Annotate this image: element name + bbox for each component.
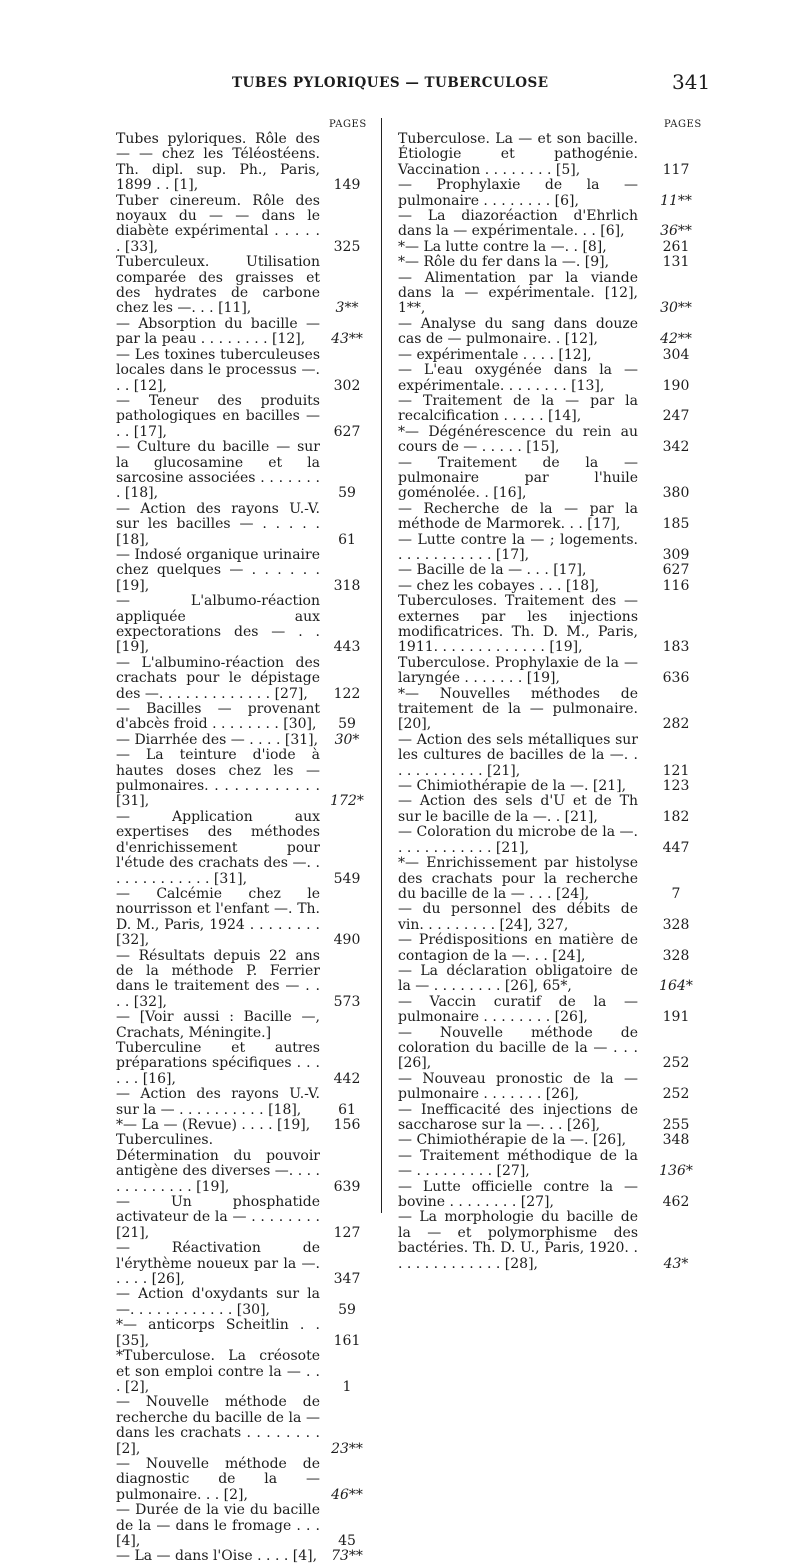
index-entry — [398, 933, 710, 964]
entry-page: 182 — [662, 808, 690, 825]
entry-page: 164* — [659, 978, 693, 995]
entry-page: 156 — [333, 1117, 361, 1133]
entry-page: 11** — [660, 192, 692, 209]
index-entry — [398, 209, 710, 240]
entry-text: — L'albumo-réaction appliquée aux expectorations des — . . [19], — [116, 593, 320, 656]
index-entry — [398, 995, 710, 1026]
entry-text: — Action des rayons U.-V. sur la — . . . . . . . . . . [18], — [116, 1086, 320, 1118]
right-pages-label: PAGES — [664, 119, 702, 130]
index-entry — [116, 702, 372, 733]
entry-text: — Application aux expertises des méthodes d'enrichissement pour l'étude des crachats des —. . . . . . . . . . . . . [31], — [116, 808, 320, 887]
index-entry — [398, 579, 710, 594]
entry-text: — Diarrhée des — . . . . [31], — [116, 731, 319, 748]
entry-page: 261 — [662, 238, 690, 255]
entry-page: 627 — [662, 562, 690, 579]
index-entry — [398, 902, 710, 933]
entry-text: — La — dans l'Oise . . . . [4], — [116, 1548, 318, 1565]
index-entry — [398, 240, 710, 255]
entry-page: 46** — [331, 1486, 363, 1503]
index-entry — [398, 271, 710, 317]
index-entry — [116, 548, 372, 594]
entry-page: 59 — [338, 716, 356, 733]
index-entry — [398, 1026, 710, 1072]
index-entry — [398, 794, 710, 825]
entry-page: 255 — [662, 1117, 690, 1133]
entry-page: 117 — [662, 161, 690, 178]
entry-page: 462 — [662, 1194, 690, 1211]
entry-text: *— Enrichissement par histolyse des crachats pour la recherche du bacille de la — . . . [24], — [398, 855, 638, 902]
index-entry — [398, 687, 710, 733]
entry-text: Tuberculines. Détermination du pouvoir antigène des diverses —. . . . . . . . . . . . . [19], — [116, 1132, 320, 1195]
index-entry — [116, 255, 372, 317]
entry-page: 30* — [334, 731, 360, 748]
entry-text: Tuberculeux. Utilisation comparée des graisses et des hydrates de carbone chez les —. . . [11], — [116, 254, 320, 317]
entry-page: 1 — [342, 1378, 352, 1395]
entry-text: — Action des sels métalliques sur les cultures de bacilles de la —. . . . . . . . . . . . [21], — [398, 731, 638, 779]
entry-page: 7 — [671, 885, 681, 902]
entry-text: — Nouvelle méthode de coloration du bacille de la — . . . [26], — [398, 1024, 638, 1072]
index-entry — [398, 1149, 710, 1180]
entry-text: — Inefficacité des injections de saccharose sur la —. . . [26], — [398, 1101, 638, 1133]
index-entry — [398, 132, 710, 178]
entry-page: 185 — [662, 516, 690, 533]
entry-page: 59 — [338, 485, 356, 502]
entry-text: — expérimentale . . . . [12], — [398, 346, 592, 363]
entry-text: — Nouveau pronostic de la — pulmonaire . . . . . . . [26], — [398, 1070, 638, 1103]
entry-page: 161 — [333, 1332, 361, 1349]
entry-page: 191 — [662, 1009, 690, 1026]
entry-page: 549 — [333, 870, 361, 887]
entry-text: — Résultats depuis 22 ans de la méthode P. Ferrier dans le traitement des — . . . . [32], — [116, 947, 320, 1010]
index-entry — [398, 502, 710, 533]
entry-text: — La teinture d'iode à hautes doses chez les — pulmonaires. . . . . . . . . . . . [31], — [116, 747, 320, 810]
entry-text: *— La — (Revue) . . . . [19], — [116, 1117, 311, 1133]
index-entry — [116, 1287, 372, 1318]
entry-text: — Absorption du bacille — par la peau . . . . . . . . [12], — [116, 315, 320, 348]
index-entry — [398, 1133, 710, 1148]
entry-text: *Tuberculose. La créosote et son emploi contre la — . . . [2], — [116, 1348, 320, 1395]
right-column — [398, 132, 710, 1272]
index-entry — [398, 1103, 710, 1134]
index-entry — [116, 132, 372, 194]
left-pages-label: PAGES — [329, 119, 367, 130]
entry-text: Tubes pyloriques. Rôle des — — chez les Téléostéens. Th. dipl. sup. Ph., Paris, 1899 . . [1], — [116, 131, 320, 194]
entry-page: 282 — [662, 716, 690, 733]
index-entry — [398, 856, 710, 902]
index-entry — [116, 1195, 372, 1241]
entry-text: — Traitement de la — pulmonaire par l'huile goménolée. . [16], — [398, 454, 638, 502]
index-entry — [116, 502, 372, 548]
entry-page: 42** — [660, 331, 692, 348]
entry-page: 348 — [662, 1132, 690, 1149]
index-entry — [116, 810, 372, 887]
entry-page: 23** — [331, 1440, 363, 1457]
entry-page: 172* — [330, 793, 364, 810]
index-entry — [116, 887, 372, 949]
entry-text: — Bacilles — provenant d'abcès froid . . . . . . . . [30], — [116, 701, 320, 733]
index-entry — [398, 779, 710, 794]
entry-text: — Recherche de la — par la méthode de Marmorek. . . [17], — [398, 500, 638, 533]
index-entry — [116, 1041, 372, 1087]
entry-page: 116 — [662, 577, 690, 594]
index-entry — [398, 563, 710, 578]
index-entry — [116, 1503, 372, 1549]
running-title: TUBES PYLORIQUES — TUBERCULOSE — [232, 75, 549, 91]
entry-text: Tuber cinereum. Rôle des noyaux du — — dans le diabète expérimental . . . . . . [33], — [116, 192, 320, 255]
entry-text: — La morphologie du bacille de la — et polymorphisme des bactéries. Th. D. U., Paris, 1920. . . . . . . . . . . . . . [28], — [398, 1209, 638, 1272]
index-entry — [116, 394, 372, 440]
index-entry — [116, 1133, 372, 1195]
entry-text: — L'albumino-réaction des crachats pour le dépistage des —. . . . . . . . . . . . . [27], — [116, 654, 320, 702]
entry-page: 443 — [333, 639, 361, 656]
entry-text: — Traitement méthodique de la — . . . . . . . . . [27], — [398, 1147, 638, 1180]
entry-page: 342 — [662, 439, 690, 456]
entry-text: — Durée de la vie du bacille de la — dans le fromage . . . [4], — [116, 1502, 320, 1549]
index-entry — [398, 456, 710, 502]
index-entry — [398, 964, 710, 995]
entry-page: 247 — [662, 408, 690, 425]
entry-page: 573 — [333, 993, 361, 1010]
entry-text: — Chimiothérapie de la —. [26], — [398, 1132, 627, 1149]
index-entry — [398, 1072, 710, 1103]
entry-text: Tuberculose. Prophylaxie de la — laryngée . . . . . . . [19], — [398, 654, 638, 687]
entry-text: Tuberculose. La — et son bacille. Étiologie et pathogénie. Vaccination . . . . . . . . [5], — [398, 131, 638, 178]
entry-text: Tuberculoses. Traitement des — externes par les injections modificatrices. Th. D. M., Paris, 1911. . . . . . . . . . . . . [19], — [398, 593, 638, 656]
entry-page: 304 — [662, 346, 690, 363]
entry-page: 149 — [333, 177, 361, 194]
index-entry — [116, 1349, 372, 1395]
index-entry — [398, 178, 710, 209]
index-entry — [116, 733, 372, 748]
entry-text: — Prophylaxie de la — pulmonaire . . . . . . . . [6], — [398, 177, 638, 209]
index-entry — [116, 748, 372, 810]
index-entry — [116, 949, 372, 1011]
index-entry — [398, 733, 710, 779]
entry-page: 627 — [333, 423, 361, 440]
index-entry — [398, 394, 710, 425]
entry-page: 127 — [333, 1224, 361, 1241]
index-entry — [398, 363, 710, 394]
entry-page: 131 — [662, 254, 690, 271]
index-entry — [116, 317, 372, 348]
entry-page: 252 — [662, 1055, 690, 1072]
index-entry — [116, 1241, 372, 1287]
index-entry — [398, 425, 710, 456]
entry-page: 61 — [338, 531, 356, 548]
running-header — [0, 72, 800, 96]
entry-text: — Analyse du sang dans douze cas de — pulmonaire. . [12], — [398, 315, 638, 348]
index-entry — [398, 1210, 710, 1272]
entry-text: — du personnel des débits de vin. . . . . . . . . [24], 327, — [398, 901, 638, 933]
entry-text: — L'eau oxygénée dans la — expérimentale. . . . . . . . [13], — [398, 362, 638, 394]
entry-page: 442 — [333, 1070, 361, 1087]
entry-text: — Vaccin curatif de la — pulmonaire . . . . . . . . [26], — [398, 993, 638, 1026]
entry-text: — chez les cobayes . . . [18], — [398, 577, 600, 594]
index-entry — [398, 825, 710, 856]
entry-text: — Teneur des produits pathologiques en bacilles — . . [17], — [116, 392, 320, 440]
entry-text: — Prédispositions en matière de contagion de la —. . . [24], — [398, 932, 638, 964]
index-entry — [398, 317, 710, 348]
entry-page: 61 — [338, 1101, 356, 1118]
entry-text: — Action des sels d'U et de Th sur le bacille de la —. . [21], — [398, 793, 638, 825]
index-entry — [116, 594, 372, 656]
entry-text: *— Dégénérescence du rein au cours de — . . . . . [15], — [398, 423, 638, 456]
page-number: 341 — [672, 70, 711, 94]
index-entry — [116, 1457, 372, 1503]
entry-page: 30** — [660, 300, 692, 317]
entry-page: 318 — [333, 577, 361, 594]
entry-page: 328 — [662, 947, 690, 964]
index-entry — [398, 1180, 710, 1211]
entry-page: 302 — [333, 377, 361, 394]
entry-text: — Un phosphatide activateur de la — . . . . . . . . [21], — [116, 1194, 320, 1241]
entry-page: 121 — [662, 762, 690, 779]
entry-text: — Lutte officielle contre la — bovine . . . . . . . . [27], — [398, 1178, 638, 1211]
index-entry — [116, 1087, 372, 1118]
entry-text: Tuberculine et autres préparations spécifiques . . . . . . [16], — [116, 1039, 320, 1087]
entry-page: 252 — [662, 1086, 690, 1103]
index-entry — [116, 1118, 372, 1133]
entry-page: 183 — [662, 639, 690, 656]
index-entry — [116, 656, 372, 702]
entry-text: — Indosé organique urinaire chez quelques — . . . . . . [19], — [116, 546, 320, 594]
entry-text: — La diazoréaction d'Ehrlich dans la — expérimentale. . . [6], — [398, 208, 638, 240]
entry-page: 636 — [662, 670, 690, 687]
entry-text: — Culture du bacille — sur la glucosamine et la sarcosine associées . . . . . . . . [18], — [116, 439, 320, 502]
entry-text: — Traitement de la — par la recalcification . . . . . [14], — [398, 392, 638, 425]
index-entry — [116, 440, 372, 502]
entry-page: 347 — [333, 1271, 361, 1288]
index-entry — [116, 348, 372, 394]
entry-text: — Réactivation de l'érythème noueux par la —. . . . . [26], — [116, 1240, 320, 1288]
entry-page: 59 — [338, 1301, 356, 1318]
entry-page: 447 — [662, 839, 690, 856]
entry-page: 45 — [338, 1532, 356, 1549]
entry-page: 43** — [331, 331, 363, 348]
index-entry — [398, 255, 710, 270]
entry-text: — Nouvelle méthode de diagnostic de la — pulmonaire. . . [2], — [116, 1455, 320, 1503]
entry-text: — Action d'oxydants sur la —. . . . . . . . . . . . [30], — [116, 1286, 320, 1318]
index-entry — [116, 1395, 372, 1457]
entry-page: 3** — [335, 300, 359, 317]
entry-page: 73** — [331, 1548, 363, 1565]
entry-text: — Chimiothérapie de la —. [21], — [398, 778, 627, 795]
entry-page: 123 — [662, 778, 690, 795]
entry-page: 309 — [662, 546, 690, 563]
entry-text: — Bacille de la — . . . [17], — [398, 562, 587, 579]
entry-text: — [Voir aussi : Bacille —, Crachats, Méningite.] — [116, 1009, 320, 1041]
entry-page: 43* — [663, 1255, 689, 1272]
entry-page: 325 — [333, 238, 361, 255]
entry-text: *— Rôle du fer dans la —. [9], — [398, 254, 610, 271]
entry-text: — Lutte contre la — ; logements. . . . . . . . . . . . [17], — [398, 531, 638, 563]
index-entry — [116, 1549, 372, 1564]
column-divider — [381, 118, 382, 1213]
entry-page: 328 — [662, 916, 690, 933]
entry-page: 122 — [333, 685, 361, 702]
entry-page: 190 — [662, 377, 690, 394]
entry-text: *— La lutte contre la —. . [8], — [398, 238, 607, 255]
entry-text: — La déclaration obligatoire de la — . . . . . . . . [26], 65*, — [398, 962, 638, 995]
index-entry — [398, 656, 710, 687]
entry-page: 490 — [333, 932, 361, 949]
entry-text: *— anticorps Scheitlin . . [35], — [116, 1317, 320, 1349]
entry-text: — Coloration du microbe de la —. . . . . . . . . . . . [21], — [398, 824, 638, 856]
index-entry — [116, 194, 372, 256]
index-entry — [398, 594, 710, 656]
entry-page: 36** — [660, 223, 692, 240]
index-entry — [398, 533, 710, 564]
entry-text: *— Nouvelles méthodes de traitement de la — pulmonaire. [20], — [398, 685, 638, 733]
entry-page: 380 — [662, 485, 690, 502]
entry-text: — Les toxines tuberculeuses locales dans le processus —. . . [12], — [116, 346, 320, 394]
index-entry — [116, 1010, 372, 1041]
entry-page: 136* — [659, 1163, 693, 1180]
entry-text: — Calcémie chez le nourrisson et l'enfant —. Th. D. M., Paris, 1924 . . . . . . . . [32], — [116, 885, 320, 949]
entry-text: — Action des rayons U.-V. sur les bacilles — . . . . . [18], — [116, 500, 320, 548]
entry-page: 639 — [333, 1178, 361, 1195]
index-entry — [398, 348, 710, 363]
left-column — [116, 132, 372, 1565]
entry-text: — Nouvelle méthode de recherche du bacille de la — dans les crachats . . . . . . . . [2], — [116, 1394, 320, 1457]
entry-text: — Alimentation par la viande dans la — expérimentale. [12], 1**, — [398, 269, 638, 317]
